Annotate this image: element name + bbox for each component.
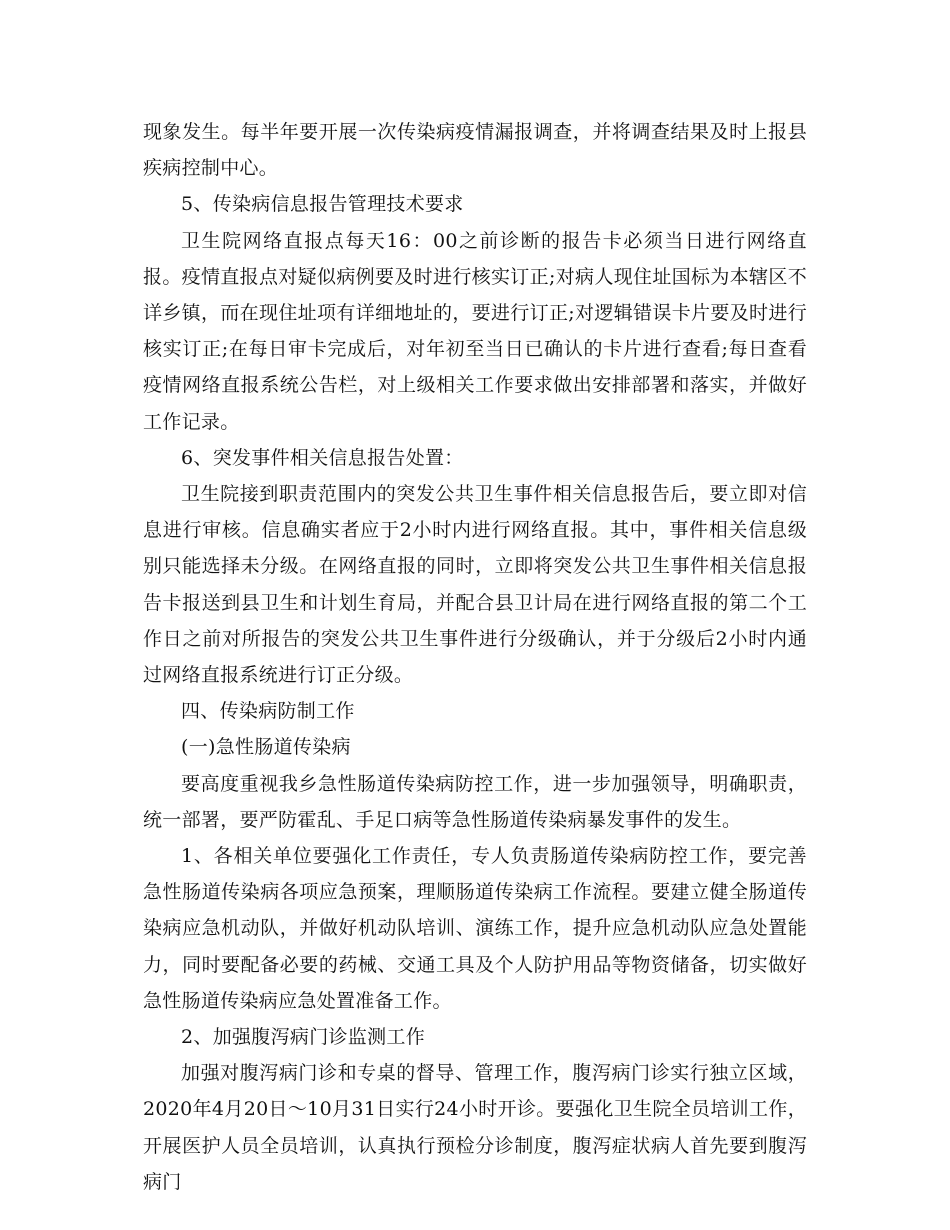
section-heading-4: 四、传染病防制工作 xyxy=(181,700,355,723)
subsection-heading-1: (一)急性肠道传染病 xyxy=(181,736,351,759)
paragraph-item-1: 1、各相关单位要强化工作责任，专人负责肠道传染病防控工作，要完善急性肠道传染病各项应急预案，理顺肠道传染病工作流程。要建立健全肠道传染病应急机动队，并做好机动队培训、演练工作，提升应急机动队应急处置能力，同时要配备必要的药械、交通工具及个人防护用品等物资储备，切实做好急性肠道传染病应急处置准备工作。 xyxy=(143,845,807,1012)
paragraph-diarrhea-clinic: 加强对腹泻病门诊和专桌的督导、管理工作，腹泻病门诊实行独立区域，2020年4月20日～10月31日实行24小时开诊。要强化卫生院全员培训工作，开展医护人员全员培训，认真执行预检分诊制度，腹泻症状病人首先要到腹泻病门 xyxy=(143,1062,807,1193)
heading-item-6: 6、突发事件相关信息报告处置： xyxy=(181,446,464,469)
paragraph-intestinal-overview: 要高度重视我乡急性肠道传染病防控工作，进一步加强领导，明确职责，统一部署，要严防霍乱、手足口病等急性肠道传染病暴发事件的发生。 xyxy=(143,772,807,831)
heading-item-5: 5、传染病信息报告管理技术要求 xyxy=(181,193,464,216)
paragraph-continuation: 现象发生。每半年要开展一次传染病疫情漏报调查，并将调查结果及时上报县疾病控制中心。 xyxy=(143,121,807,180)
heading-item-2: 2、加强腹泻病门诊监测工作 xyxy=(181,1026,425,1049)
paragraph-emergency-report: 卫生院接到职责范围内的突发公共卫生事件相关信息报告后，要立即对信息进行审核。信息确实者应于2小时内进行网络直报。其中，事件相关信息级别只能选择未分级。在网络直报的同时，立即将突发公共卫生事件相关信息报告卡报送到县卫生和计划生育局，并配合县卫计局在进行网络直报的第二个工作日之前对所报告的突发公共卫生事件进行分级确认，并于分级后2小时内通过网络直报系统进行订正分级。 xyxy=(143,483,807,687)
paragraph-network-report: 卫生院网络直报点每天16：00之前诊断的报告卡必须当日进行网络直报。疫情直报点对疑似病例要及时进行核实订正;对病人现住址国标为本辖区不详乡镇，而在现住址项有详细地址的，要进行订正;对逻辑错误卡片要及时进行核实订正;在每日审卡完成后，对年初至当日已确认的卡片进行查看;每日查看疫情网络直报系统公告栏，对上级相关工作要求做出安排部署和落实，并做好工作记录。 xyxy=(143,229,807,433)
document-body xyxy=(143,114,807,1200)
